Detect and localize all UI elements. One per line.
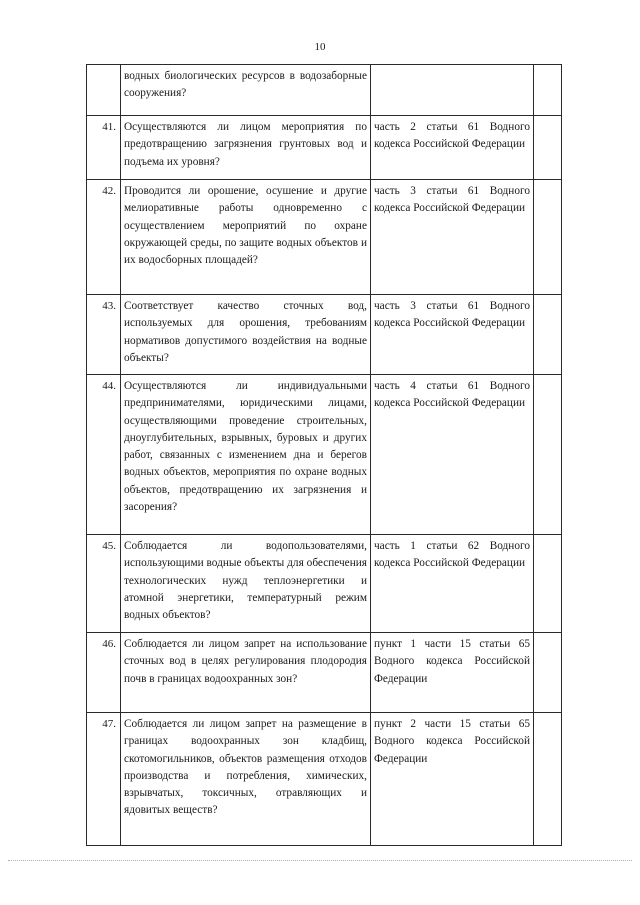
row-number: 44. [87,375,121,535]
row-number [87,65,121,116]
legal-reference: часть 3 статьи 61 Водного кодекса Российской Федерации [371,295,534,375]
table-row [87,633,562,713]
requirement-question: Проводится ли орошение, осушение и другие мелиоративные работы одновременно с осуществлением мероприятий по охране окружающей среды, по защите водных объектов и их водосборных площадей? [121,180,371,295]
legal-reference: часть 3 статьи 61 Водного кодекса Российской Федерации [371,180,534,295]
legal-reference: пункт 2 части 15 статьи 65 Водного кодекса Российской Федерации [371,713,534,846]
table-row [87,116,562,180]
empty-cell [534,713,562,846]
table-row [87,375,562,535]
row-number: 46. [87,633,121,713]
requirement-question: водных биологических ресурсов в водозаборные сооружения? [121,65,371,116]
row-number: 41. [87,116,121,180]
requirement-question: Осуществляются ли индивидуальными предпринимателями, юридическими лицами, осуществляющими проведение строительных, дноуглубительных, взрывных, буровых и других работ, связанных с изменением дна и берегов водных объектов, мероприятия по охране водных объектов, предотвращению их загрязнения и засорения? [121,375,371,535]
row-number: 47. [87,713,121,846]
empty-cell [534,295,562,375]
page-number: 10 [314,41,326,53]
legal-reference: пункт 1 части 15 статьи 65 Водного кодекса Российской Федерации [371,633,534,713]
table-row [87,713,562,846]
legal-reference [371,65,534,116]
scan-artifact-line [8,860,632,865]
row-number: 42. [87,180,121,295]
requirement-question: Соответствует качество сточных вод, используемых для орошения, требованиям нормативов допустимого воздействия на водные объекты? [121,295,371,375]
table-row [87,65,562,116]
table-row [87,180,562,295]
empty-cell [534,65,562,116]
requirement-question: Соблюдается ли лицом запрет на использование сточных вод в целях регулирования плодородия почв в границах водоохранных зон? [121,633,371,713]
requirement-question: Соблюдается ли водопользователями, использующими водные объекты для обеспечения технологических нужд теплоэнергетики и атомной энергетики, температурный режим водных объектов? [121,535,371,633]
legal-reference: часть 1 статьи 62 Водного кодекса Российской Федерации [371,535,534,633]
checklist-table [86,64,562,846]
row-number: 45. [87,535,121,633]
empty-cell [534,180,562,295]
empty-cell [534,535,562,633]
row-number: 43. [87,295,121,375]
requirement-question: Осуществляются ли лицом мероприятия по предотвращению загрязнения грунтовых вод и подъема их уровня? [121,116,371,180]
table-row [87,535,562,633]
empty-cell [534,116,562,180]
table-row [87,295,562,375]
empty-cell [534,375,562,535]
legal-reference: часть 2 статьи 61 Водного кодекса Российской Федерации [371,116,534,180]
legal-reference: часть 4 статьи 61 Водного кодекса Российской Федерации [371,375,534,535]
empty-cell [534,633,562,713]
requirement-question: Соблюдается ли лицом запрет на размещение в границах водоохранных зон кладбищ, скотомогильников, объектов размещения отходов производства и потребления, химических, взрывчатых, токсичных, отравляющих и ядовитых веществ? [121,713,371,846]
